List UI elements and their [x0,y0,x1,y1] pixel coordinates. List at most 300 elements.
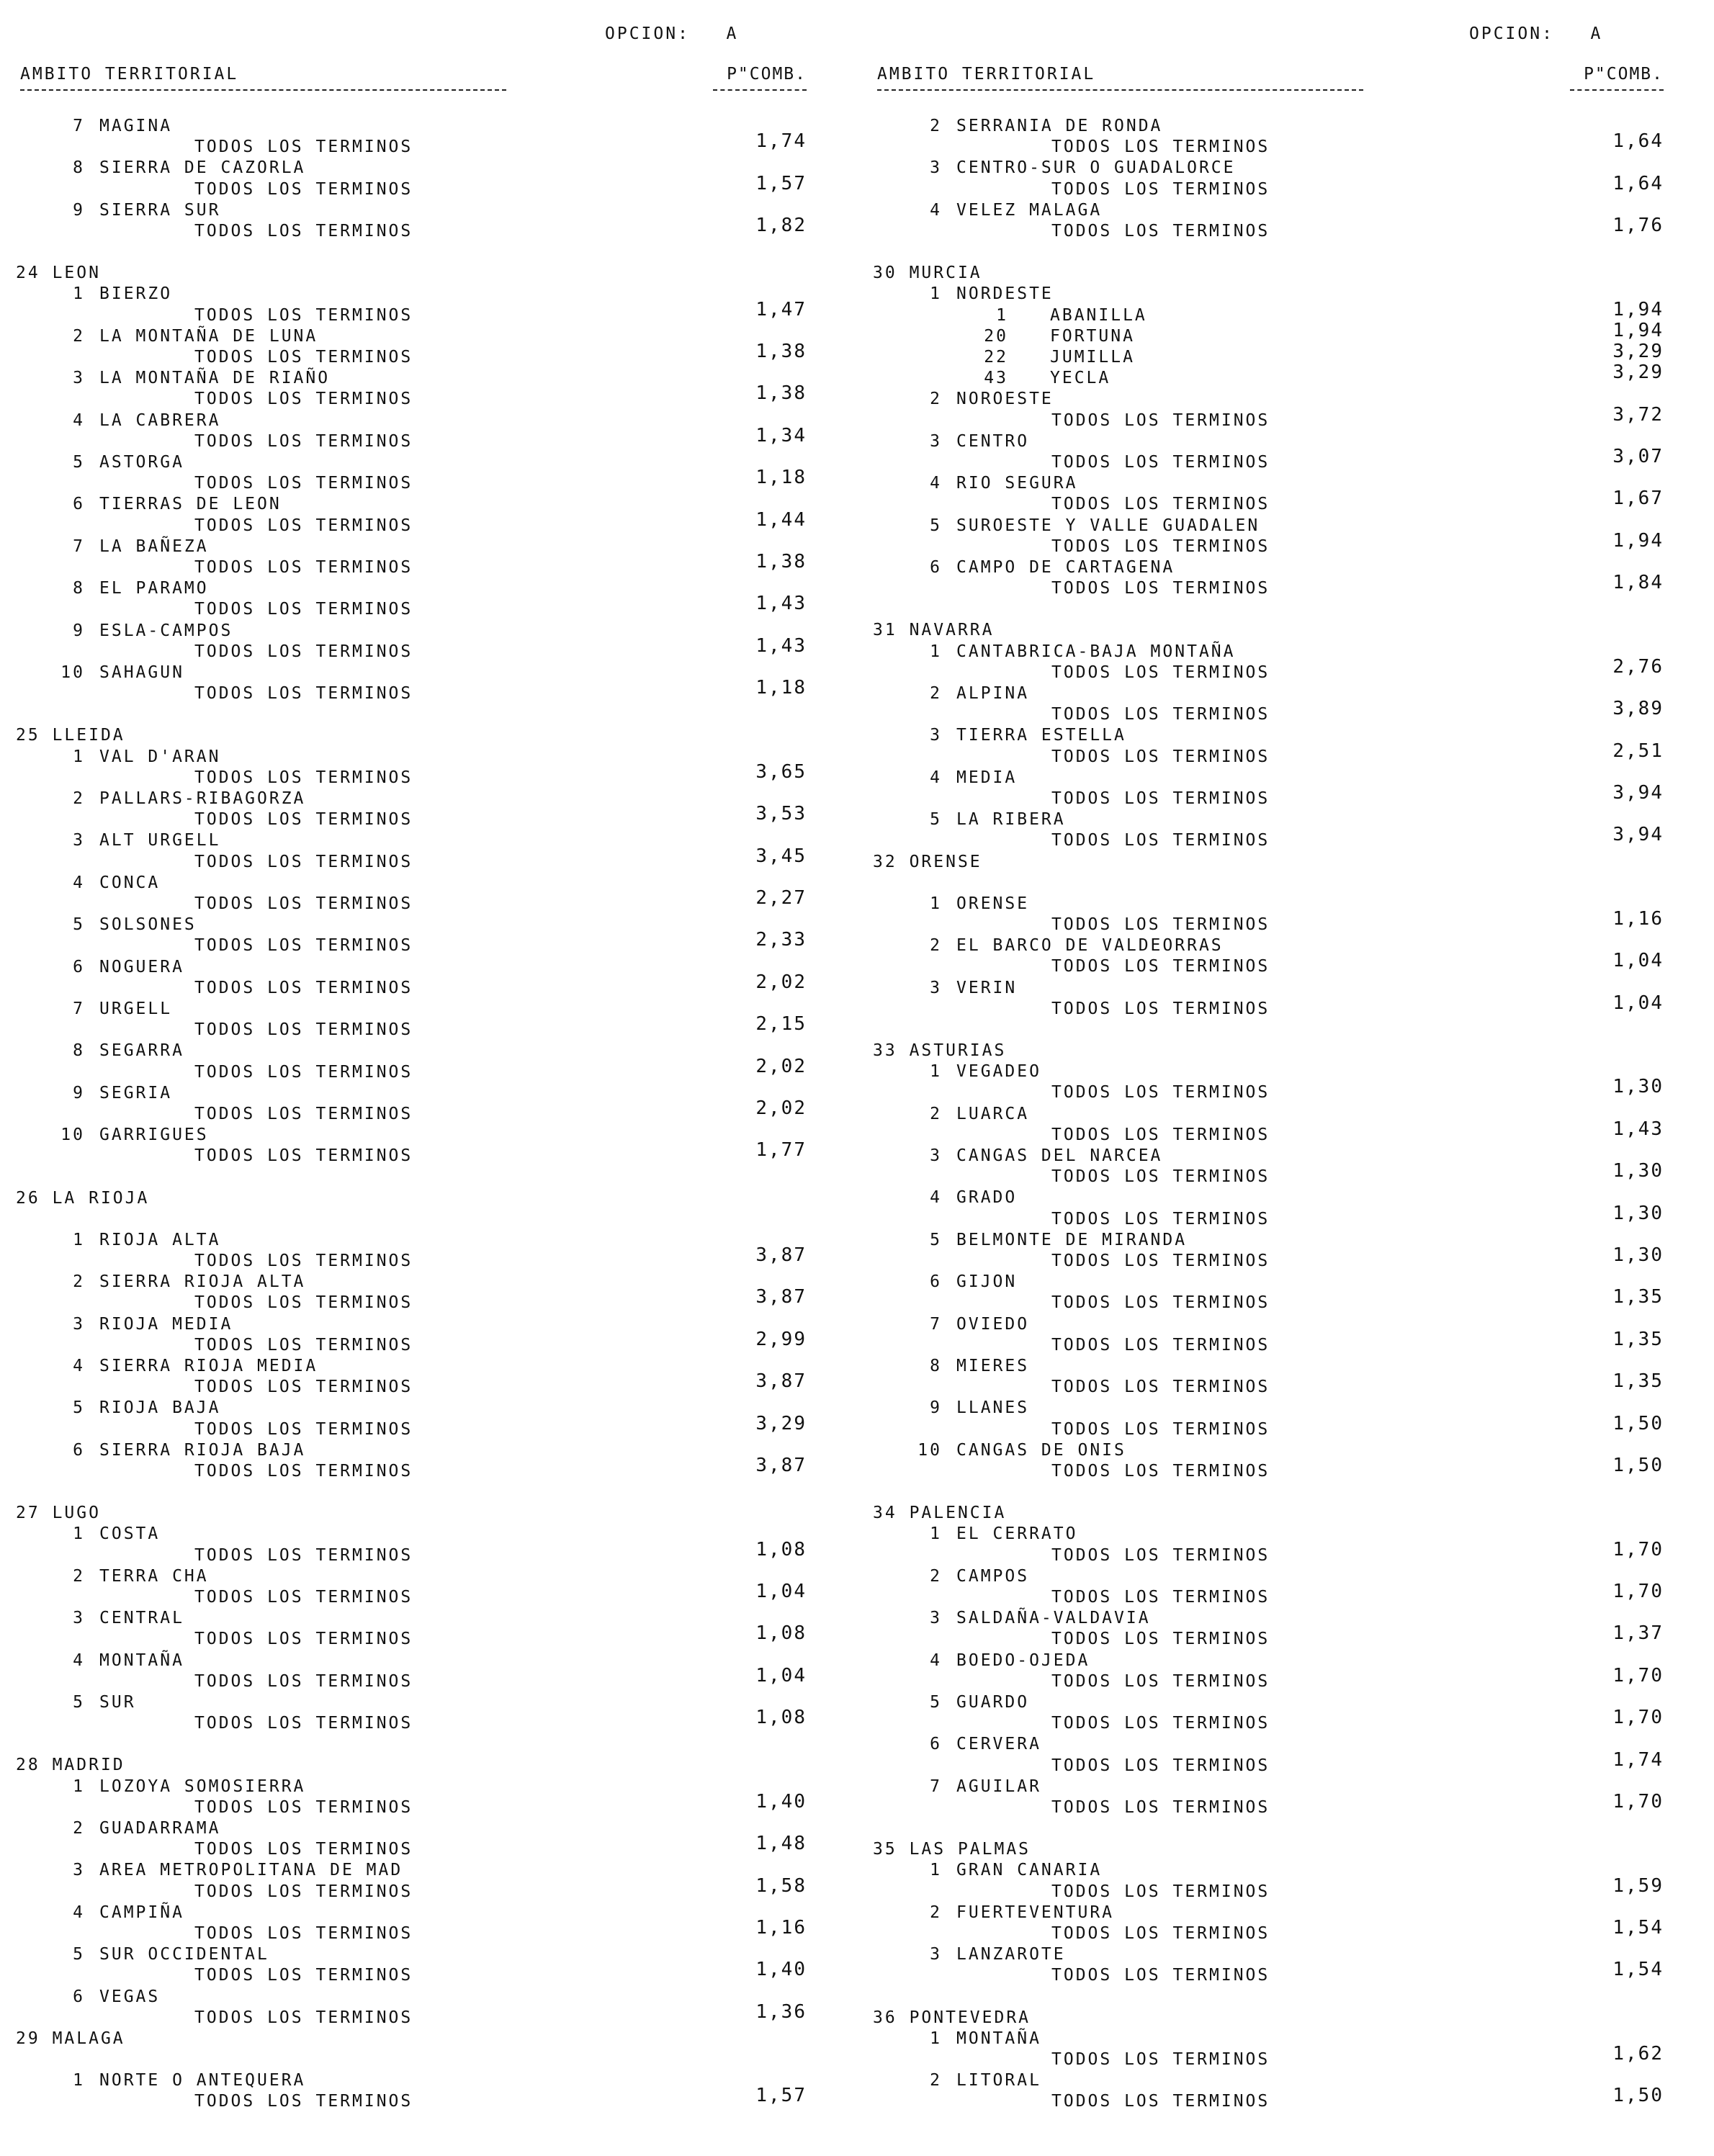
comarca-number: 3 [73,1609,85,1628]
comarca-name: LA CABRERA [99,410,221,430]
pcomb-value: 3,07 [1612,446,1664,467]
pcomb-value: 1,74 [755,130,807,153]
comarca-name: TERRA CHA [99,1566,209,1586]
pcomb-value: 3,29 [1612,361,1664,384]
pcomb-value: 1,38 [755,551,807,572]
comarca-name: SEGRIA [99,1083,173,1102]
terminos-label: TODOS LOS TERMINOS [194,516,413,535]
province-number: 30 [873,264,897,283]
comarca-number: 5 [930,1693,942,1712]
comarca-number: 1 [73,1230,85,1249]
comarca-number: 6 [73,495,85,514]
pcomb-value: 1,18 [755,677,807,699]
pcomb-value: 1,16 [755,1917,807,1939]
terminos-label: TODOS LOS TERMINOS [1051,453,1270,472]
terminos-label: TODOS LOS TERMINOS [1051,1966,1270,1985]
province-name: LLEIDA [52,726,125,745]
comarca-name: GUARDO [956,1693,1030,1712]
pcomb-value: 3,94 [1612,782,1664,804]
comarca-number: 6 [930,558,942,577]
comarca-name: LA BAÑEZA [99,536,209,556]
pcomb-value: 3,87 [755,1244,807,1266]
comarca-name: SUR [99,1693,136,1712]
terminos-label: TODOS LOS TERMINOS [194,936,413,956]
opcion-value: A [726,24,739,43]
province-number: 25 [16,726,40,745]
comarca-name: SIERRA RIOJA ALTA [99,1272,306,1292]
comarca-number: 2 [930,1903,942,1922]
comarca-number: 4 [73,410,85,430]
pcomb-value: 1,64 [1612,130,1664,153]
comarca-name: SIERRA DE CAZORLA [99,158,306,178]
terminos-label: TODOS LOS TERMINOS [194,2008,413,2027]
comarca-name: TIERRA ESTELLA [956,726,1126,745]
terminos-label: TODOS LOS TERMINOS [194,1671,413,1691]
comarca-number: 1 [73,1524,85,1544]
pcomb-value: 2,51 [1612,740,1664,762]
comarca-number: 7 [73,1000,85,1018]
pcomb-value: 1,38 [755,382,807,405]
comarca-name: EL BARCO DE VALDEORRAS [956,936,1224,956]
comarca-number: 3 [930,431,942,451]
comarca-name: PALLARS-RIBAGORZA [99,789,306,808]
comarca-name: MEDIA [956,768,1018,787]
province-heading [16,726,125,745]
comarca-number: 1 [930,894,942,913]
province-name: MURCIA [909,264,982,283]
comarca-number: 9 [73,1083,85,1102]
terminos-label: TODOS LOS TERMINOS [1051,705,1270,724]
comarca-name: OVIEDO [956,1314,1030,1334]
comarca-number: 2 [930,117,942,135]
comarca-name: CANGAS DEL NARCEA [956,1146,1163,1165]
province-number: 27 [16,1504,40,1523]
pcomb-value: 2,02 [755,1055,807,1077]
pcomb-value: 1,04 [755,1581,807,1602]
terminos-label: TODOS LOS TERMINOS [1051,999,1270,1018]
terminos-label: TODOS LOS TERMINOS [194,348,413,367]
comarca-name: RIO SEGURA [956,474,1078,493]
pcomb-value: 1,30 [1612,1076,1664,1098]
terminos-label: TODOS LOS TERMINOS [194,305,413,325]
pcomb-value: 1,30 [1612,1202,1664,1224]
terminos-label: TODOS LOS TERMINOS [194,768,413,787]
municipio-name: FORTUNA [1050,326,1135,346]
terminos-label: TODOS LOS TERMINOS [1051,410,1270,430]
comarca-name: MAGINA [99,117,173,135]
comarca-number: 2 [930,2071,942,2090]
terminos-label: TODOS LOS TERMINOS [194,1797,413,1817]
comarca-name: BELMONTE DE MIRANDA [956,1230,1188,1249]
terminos-label: TODOS LOS TERMINOS [194,1966,413,1985]
terminos-label: TODOS LOS TERMINOS [194,1419,413,1439]
terminos-label: TODOS LOS TERMINOS [194,222,413,241]
pcomb-value: 1,74 [1612,1748,1664,1771]
province-number: 26 [16,1188,40,1208]
comarca-name: VELEZ MALAGA [956,200,1103,220]
pcomb-value: 3,87 [755,1370,807,1393]
pcomb-value: 2,76 [1612,655,1664,678]
terminos-label: TODOS LOS TERMINOS [1051,789,1270,808]
terminos-label: TODOS LOS TERMINOS [194,179,413,199]
pcomb-value: 1,48 [755,1833,807,1855]
terminos-label: TODOS LOS TERMINOS [194,1462,413,1481]
comarca-number: 5 [930,516,942,535]
province-number: 35 [873,1840,897,1859]
comarca-number: 7 [73,117,85,135]
province-number: 36 [873,2008,897,2027]
comarca-name: CANGAS DE ONIS [956,1440,1126,1460]
comarca-name: ASTORGA [99,453,184,472]
terminos-label: TODOS LOS TERMINOS [194,138,413,157]
pcomb-value: 1,43 [755,634,807,657]
comarca-number: 1 [73,1777,85,1796]
province-heading [16,1504,101,1522]
pcomb-value: 1,47 [755,298,807,320]
comarca-number: 2 [73,1272,85,1292]
pcomb-value: 1,50 [1612,1455,1664,1476]
terminos-label: TODOS LOS TERMINOS [1051,1671,1270,1691]
pcomb-value: 2,02 [755,1097,807,1119]
comarca-number: 4 [73,1903,85,1922]
terminos-label: TODOS LOS TERMINOS [1051,2092,1270,2111]
province-name: MADRID [52,1756,125,1775]
terminos-label: TODOS LOS TERMINOS [194,1378,413,1397]
comarca-number: 1 [930,642,942,661]
pcomb-value: 1,94 [1612,298,1664,320]
ambito-underline [20,89,506,91]
pcomb-value: 2,02 [755,971,807,993]
pcomb-value: 1,94 [1612,529,1664,552]
province-number: 31 [873,621,897,640]
comarca-number: 3 [930,978,942,997]
pcomb-value: 1,76 [1612,215,1664,236]
comarca-name: URGELL [99,1000,173,1018]
pcomb-value: 2,15 [755,1013,807,1036]
terminos-label: TODOS LOS TERMINOS [194,1062,413,1082]
pcomb-value: 2,33 [755,929,807,951]
comarca-name: CAMPIÑA [99,1903,184,1922]
comarca-name: CAMPOS [956,1566,1030,1586]
province-name: LAS PALMAS [909,1840,1031,1859]
comarca-name: SAHAGUN [99,663,184,682]
comarca-number: 2 [930,1566,942,1586]
terminos-label: TODOS LOS TERMINOS [194,558,413,577]
province-name: ORENSE [909,852,982,871]
pcomb-value: 1,58 [755,1874,807,1897]
pcomb-value: 1,43 [1612,1118,1664,1140]
province-heading [873,1504,1006,1522]
comarca-number: 1 [73,284,85,304]
comarca-number: 3 [930,158,942,178]
terminos-label: TODOS LOS TERMINOS [1051,138,1270,157]
terminos-label: TODOS LOS TERMINOS [194,1293,413,1313]
terminos-label: TODOS LOS TERMINOS [1051,1378,1270,1397]
comarca-name: NOROESTE [956,390,1054,409]
terminos-label: TODOS LOS TERMINOS [194,894,413,913]
pcomb-value: 1,34 [755,424,807,446]
terminos-label: TODOS LOS TERMINOS [194,1252,413,1270]
comarca-name: SIERRA SUR [99,200,221,220]
comarca-name: CANTABRICA-BAJA MONTAÑA [956,642,1236,661]
pcomb-value: 1,70 [1612,1791,1664,1813]
pcomb-value: 1,50 [1612,1412,1664,1434]
comarca-name: SUROESTE Y VALLE GUADALEN [956,516,1260,535]
pcomb-value: 1,18 [755,467,807,489]
province-name: NAVARRA [909,621,995,640]
terminos-label: TODOS LOS TERMINOS [194,1840,413,1859]
province-name: LA RIOJA [52,1188,150,1208]
comarca-number: 4 [73,873,85,892]
comarca-number: 2 [930,684,942,703]
comarca-number: 8 [930,1357,942,1375]
opcion-value: A [1590,24,1603,43]
terminos-label: TODOS LOS TERMINOS [1051,1882,1270,1901]
pcomb-value: 3,87 [755,1455,807,1476]
comarca-number: 3 [73,1861,85,1880]
comarca-number: 4 [930,1650,942,1670]
terminos-label: TODOS LOS TERMINOS [1051,1756,1270,1775]
terminos-label: TODOS LOS TERMINOS [194,390,413,409]
opcion-header [605,24,738,43]
pcomb-value: 1,38 [755,341,807,362]
pcomb-value: 1,40 [755,1959,807,1981]
comarca-name: MONTAÑA [956,2029,1041,2048]
comarca-name: COSTA [99,1524,161,1544]
comarca-name: VERIN [956,978,1018,997]
terminos-label: TODOS LOS TERMINOS [1051,1588,1270,1607]
province-name: MALAGA [52,2029,125,2048]
province-number: 33 [873,1041,897,1060]
pcomb-value: 1,04 [1612,992,1664,1014]
comarca-name: ALPINA [956,684,1030,703]
comarca-number: 1 [930,1524,942,1544]
comarca-number: 5 [930,1230,942,1249]
terminos-label: TODOS LOS TERMINOS [194,2092,413,2111]
terminos-label: TODOS LOS TERMINOS [194,1020,413,1040]
province-number: 28 [16,1756,40,1775]
comarca-name: ALT URGELL [99,831,221,850]
comarca-number: 4 [73,1357,85,1375]
pcomb-value: 3,53 [755,803,807,825]
province-name: LEON [52,264,101,283]
opcion-label: OPCION: [605,24,690,43]
terminos-label: TODOS LOS TERMINOS [194,1630,413,1649]
province-heading [16,264,101,282]
comarca-name: SERRANIA DE RONDA [956,117,1163,135]
comarca-name: NORTE O ANTEQUERA [99,2071,306,2090]
comarca-number: 6 [73,1440,85,1460]
pcomb-value: 1,59 [1612,1874,1664,1897]
province-name: PALENCIA [909,1504,1007,1523]
terminos-label: TODOS LOS TERMINOS [194,1714,413,1733]
comarca-name: SEGARRA [99,1041,184,1061]
pcomb-value: 1,70 [1612,1538,1664,1560]
terminos-label: TODOS LOS TERMINOS [1051,1798,1270,1817]
pcomb-value: 1,08 [755,1622,807,1645]
pcomb-value: 1,08 [755,1538,807,1560]
ambito-header: AMBITO TERRITORIAL [20,65,239,84]
terminos-label: TODOS LOS TERMINOS [1051,579,1270,598]
comarca-number: 3 [73,1314,85,1334]
comarca-number: 3 [930,1146,942,1165]
pcomb-value: 1,30 [1612,1160,1664,1182]
comarca-name: CONCA [99,873,161,892]
province-heading [873,853,982,871]
comarca-number: 5 [73,1945,85,1964]
province-number: 29 [16,2029,40,2048]
comarca-name: BOEDO-OJEDA [956,1650,1090,1670]
comarca-number: 5 [73,1693,85,1712]
comarca-name: LLANES [956,1398,1030,1418]
comarca-number: 3 [930,1945,942,1964]
comarca-name: LA MONTAÑA DE RIAÑO [99,369,331,388]
comarca-name: RIOJA MEDIA [99,1314,233,1334]
pcomb-value: 1,40 [755,1790,807,1813]
comarca-number: 2 [73,1566,85,1586]
comarca-name: AREA METROPOLITANA DE MAD [99,1861,403,1880]
comarca-name: GRADO [956,1188,1018,1208]
comarca-name: SIERRA RIOJA MEDIA [99,1357,318,1375]
comarca-name: GARRIGUES [99,1126,209,1145]
comarca-number: 5 [73,915,85,935]
municipio-name: YECLA [1050,369,1111,388]
municipio-number: 20 [984,326,1008,346]
pcomb-value: 3,29 [1612,341,1664,362]
terminos-label: TODOS LOS TERMINOS [1051,662,1270,682]
pcomb-value: 2,99 [755,1328,807,1350]
comarca-name: GIJON [956,1272,1018,1292]
comarca-number: 3 [73,831,85,850]
comarca-name: SIERRA RIOJA BAJA [99,1440,306,1460]
comarca-number: 3 [930,726,942,745]
pcomb-value: 1,54 [1612,1917,1664,1939]
comarca-name: GRAN CANARIA [956,1861,1103,1880]
comarca-name: LA RIBERA [956,810,1066,830]
comarca-name: LITORAL [956,2071,1041,2090]
pcomb-header: P"COMB. [727,65,807,84]
terminos-label: TODOS LOS TERMINOS [1051,747,1270,766]
comarca-number: 9 [930,1398,942,1418]
pcomb-value: 1,44 [755,508,807,531]
comarca-name: VEGADEO [956,1062,1041,1082]
terminos-label: TODOS LOS TERMINOS [1051,1083,1270,1102]
pcomb-value: 1,54 [1612,1959,1664,1981]
comarca-number: 2 [930,936,942,956]
province-heading [16,1756,125,1774]
comarca-name: CENTRO-SUR O GUADALORCE [956,158,1236,178]
pcomb-value: 1,70 [1612,1664,1664,1686]
terminos-label: TODOS LOS TERMINOS [194,431,413,451]
comarca-number: 3 [73,369,85,388]
terminos-label: TODOS LOS TERMINOS [194,1882,413,1901]
province-heading [873,621,995,639]
province-heading [16,1189,149,1208]
pcomb-value: 1,64 [1612,172,1664,194]
comarca-name: AGUILAR [956,1777,1041,1796]
pcomb-value: 1,16 [1612,908,1664,930]
comarca-number: 4 [930,1188,942,1208]
pcomb-value: 1,35 [1612,1328,1664,1350]
pcomb-value: 3,65 [755,760,807,783]
terminos-label: TODOS LOS TERMINOS [1051,1714,1270,1733]
pcomb-value: 1,77 [755,1139,807,1162]
comarca-number: 4 [930,474,942,493]
comarca-number: 1 [930,1861,942,1880]
pcomb-value: 1,84 [1612,572,1664,594]
pcomb-value: 1,08 [755,1707,807,1729]
comarca-number: 7 [930,1777,942,1796]
pcomb-value: 1,62 [1612,2043,1664,2065]
comarca-number: 5 [73,453,85,472]
province-heading [16,2029,125,2048]
comarca-number: 2 [930,390,942,409]
comarca-name: BIERZO [99,284,173,304]
terminos-label: TODOS LOS TERMINOS [1051,1252,1270,1270]
province-number: 34 [873,1504,897,1523]
pcomb-value: 1,57 [755,172,807,194]
comarca-name: CAMPO DE CARTAGENA [956,558,1175,577]
comarca-number: 6 [930,1735,942,1754]
terminos-label: TODOS LOS TERMINOS [1051,1462,1270,1481]
pcomb-underline [713,89,807,91]
comarca-name: LA MONTAÑA DE LUNA [99,326,318,346]
pcomb-value: 1,43 [755,593,807,615]
terminos-label: TODOS LOS TERMINOS [1051,1335,1270,1355]
pcomb-value: 1,70 [1612,1707,1664,1729]
terminos-label: TODOS LOS TERMINOS [1051,1209,1270,1229]
pcomb-value: 3,29 [755,1412,807,1434]
pcomb-value: 1,04 [1612,950,1664,972]
comarca-name: VEGAS [99,1987,161,2006]
comarca-number: 2 [73,1819,85,1838]
terminos-label: TODOS LOS TERMINOS [1051,536,1270,556]
comarca-number: 9 [73,621,85,640]
comarca-number: 1 [930,1062,942,1082]
comarca-name: LANZAROTE [956,1945,1066,1964]
comarca-name: GUADARRAMA [99,1819,221,1838]
pcomb-value: 1,04 [755,1664,807,1686]
comarca-number: 2 [73,789,85,808]
pcomb-value: 3,89 [1612,698,1664,720]
terminos-label: TODOS LOS TERMINOS [194,852,413,871]
comarca-name: CENTRO [956,431,1030,451]
pcomb-value: 3,72 [1612,403,1664,426]
terminos-label: TODOS LOS TERMINOS [194,1588,413,1607]
province-number: 32 [873,852,897,871]
right-column [857,0,1714,2156]
comarca-number: 3 [930,1609,942,1628]
comarca-number: 1 [930,284,942,304]
pcomb-value: 1,35 [1612,1370,1664,1393]
comarca-name: SOLSONES [99,915,197,935]
terminos-label: TODOS LOS TERMINOS [194,810,413,830]
comarca-number: 10 [60,663,85,682]
pcomb-value: 1,37 [1612,1622,1664,1645]
terminos-label: TODOS LOS TERMINOS [1051,957,1270,976]
comarca-number: 6 [930,1272,942,1292]
terminos-label: TODOS LOS TERMINOS [194,1146,413,1166]
comarca-name: CENTRAL [99,1609,184,1628]
comarca-number: 6 [73,957,85,976]
terminos-label: TODOS LOS TERMINOS [1051,915,1270,934]
terminos-label: TODOS LOS TERMINOS [1051,1630,1270,1649]
pcomb-value: 1,36 [755,2000,807,2023]
province-heading [873,1840,1031,1859]
pcomb-value: 1,94 [1612,319,1664,341]
comarca-number: 5 [73,1398,85,1418]
terminos-label: TODOS LOS TERMINOS [194,978,413,997]
